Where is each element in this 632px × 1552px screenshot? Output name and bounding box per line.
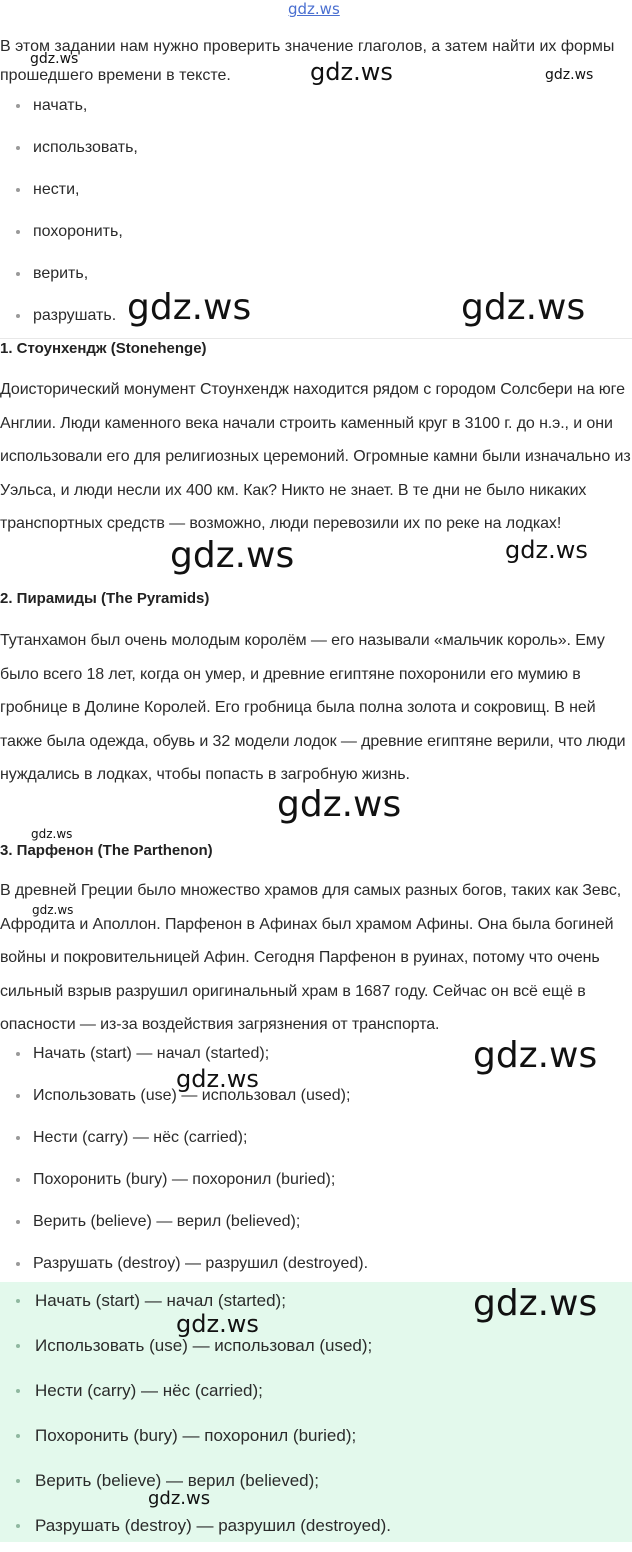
section-title-pyramids: 2. Пирамиды (The Pyramids) xyxy=(0,590,210,607)
watermark: gdz.ws xyxy=(31,827,73,841)
section-text-stonehenge: Доисторический монумент Стоунхендж находится рядом с городом Солсбери на юге Англии. Люди каменного века начали строить каменный круг в 3100 г. до н.э., и они использовали его для религиозных церемоний. Огромные камни были изначально из Уэльса, и люди несли их 400 км. Как? Никто не знает. В те дни не было никаких транспортных средств — возможно, люди перевозили их по реке на лодках! xyxy=(0,381,631,532)
list-item: Похоронить (bury) — похоронил (buried); xyxy=(0,1162,368,1204)
list-item: Использовать (use) — использовал (used); xyxy=(0,1078,368,1120)
watermark: gdz.ws xyxy=(310,58,393,86)
list-item: Нести (carry) — нёс (carried); xyxy=(0,1372,391,1417)
list-item: Верить (believe) — верил (believed); xyxy=(0,1204,368,1246)
list-item: Нести (carry) — нёс (carried); xyxy=(0,1120,368,1162)
section-text-parthenon: В древней Греции было множество храмов для самых разных богов, таких как Зевс, Афродита и Аполлон. Парфенон в Афинах был храмом Афины. Она была богиней войны и покровительницей Афин. Сегодня Парфенон в руинах, потому что очень сильный взрыв разрушил оригинальный храм в 1687 году. Сейчас он всё ещё в опасности — из-за воздействия загрязнения от транспорта. xyxy=(0,882,622,1033)
list-item: Верить (believe) — верил (believed); xyxy=(0,1462,391,1507)
list-item: начать, xyxy=(0,88,138,130)
list-item: Начать (start) — начал (started); xyxy=(0,1282,391,1327)
list-item: Использовать (use) — использовал (used); xyxy=(0,1327,391,1372)
watermark: gdz.ws xyxy=(32,903,74,917)
intro-text: В этом задании нам нужно проверить значение глаголов, а затем найти их формы прошедшего времени в тексте. xyxy=(0,38,615,84)
watermark: gdz.ws xyxy=(170,535,295,576)
watermark: gdz.ws xyxy=(461,287,586,328)
section-title-stonehenge: 1. Стоунхендж (Stonehenge) xyxy=(0,340,207,357)
watermark: gdz.ws xyxy=(545,67,594,83)
verb-list xyxy=(0,88,138,340)
list-item: Начать (start) — начал (started); xyxy=(0,1036,368,1078)
list-item: нести, xyxy=(0,172,138,214)
watermark: gdz.ws xyxy=(127,287,252,328)
list-item: Похоронить (bury) — похоронил (buried); xyxy=(0,1417,391,1462)
watermark: gdz.ws xyxy=(473,1283,598,1324)
list-item: Разрушать (destroy) — разрушил (destroyed). xyxy=(0,1507,391,1552)
list-item: использовать, xyxy=(0,130,138,172)
list-item: разрушать. xyxy=(0,298,138,340)
list-item: похоронить, xyxy=(0,214,138,256)
divider xyxy=(0,338,632,339)
list-item: Разрушать (destroy) — разрушил (destroyed). xyxy=(0,1246,368,1288)
watermark: gdz.ws xyxy=(505,536,588,564)
list-item: верить, xyxy=(0,256,138,298)
watermark-link[interactable]: gdz.ws xyxy=(288,0,340,18)
watermark: gdz.ws xyxy=(148,1488,211,1509)
watermark: gdz.ws xyxy=(277,784,402,825)
watermark: gdz.ws xyxy=(176,1065,259,1093)
section-title-parthenon: 3. Парфенон (The Parthenon) xyxy=(0,842,213,859)
section-text-pyramids: Тутанхамон был очень молодым королём — его называли «мальчик король». Ему было всего 18 лет, когда он умер, и древние египтяне похоронили его мумию в гробнице в Долине Королей. Его гробница была полна золота и сокровищ. В ней также была одежда, обувь и 32 модели лодок — древние египтяне верили, что люди нуждались в лодках, чтобы попасть в загробную жизнь. xyxy=(0,632,626,783)
watermark: gdz.ws xyxy=(30,51,79,67)
watermark: gdz.ws xyxy=(473,1035,598,1076)
watermark: gdz.ws xyxy=(176,1310,259,1338)
